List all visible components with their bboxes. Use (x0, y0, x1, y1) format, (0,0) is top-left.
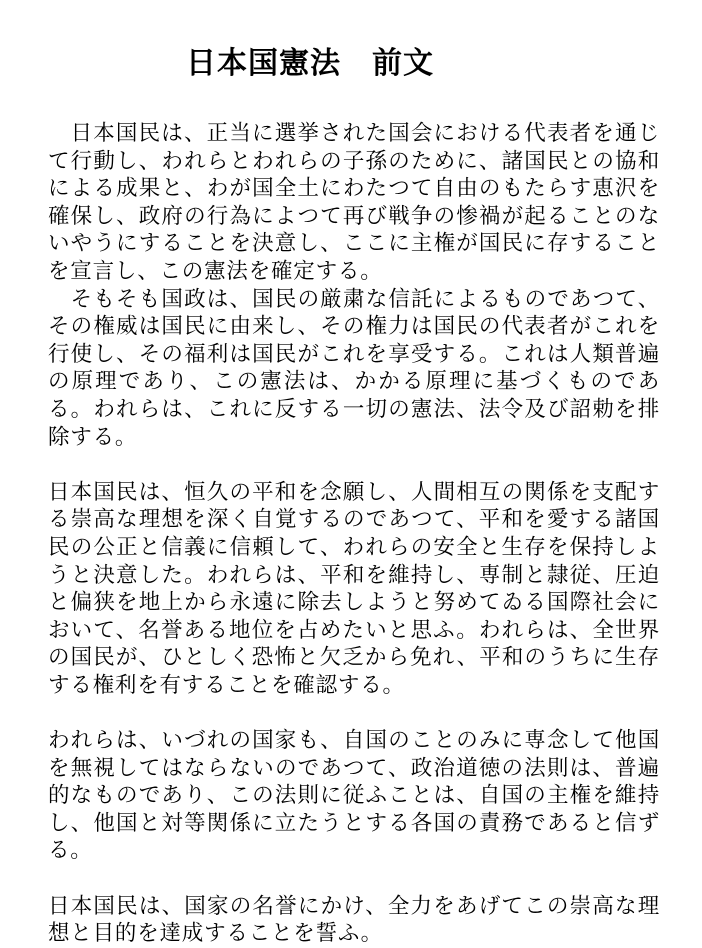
paragraph-spacer (48, 865, 660, 893)
preamble-paragraph-5: 日本国民は、国家の名誉にかけ、全力をあげてこの崇高な理想と目的を達成することを誓ふ。 (48, 893, 660, 947)
page-title: 日本国憲法 前文 (186, 46, 434, 81)
paragraph-spacer (48, 451, 660, 479)
preamble-paragraph-4: われらは、いづれの国家も、自国のことのみに専念して他国を無視してはならないのであつて、政治道徳の法則は、普遍的なものであり、この法則に従ふことは、自国の主権を維持し、他国と対等関係に立たうとする各国の責務であると信ずる。 (48, 728, 660, 864)
preamble-paragraph-1: 日本国民は、正当に選挙された国会における代表者を通じて行動し、われらとわれらの子孫のために、諸国民との協和による成果と、わが国全土にわたつて自由のもたらす恵沢を確保し、政府の行為によつて再び戦争の惨禍が起ることのないやうにすることを決意し、ここに主権が国民に存することを宣言し、この憲法を確定する。 (48, 121, 660, 284)
preamble-body (48, 120, 660, 948)
preamble-paragraph-3: 日本国民は、恒久の平和を念願し、人間相互の関係を支配する崇高な理想を深く自覚するのであつて、平和を愛する諸国民の公正と信義に信頼して、われらの安全と生存を保持しようと決意した。われらは、平和を維持し、専制と隷従、圧迫と偏狭を地上から永遠に除去しようと努めてゐる国際社会において、名誉ある地位を占めたいと思ふ。われらは、全世界の国民が、ひとしく恐怖と欠乏から免れ、平和のうちに生存する権利を有することを確認する。 (48, 479, 660, 698)
preamble-paragraph-2: そもそも国政は、国民の厳粛な信託によるものであつて、その権威は国民に由来し、その権力は国民の代表者がこれを行使し、その福利は国民がこれを享受する。これは人類普遍の原理であり、この憲法は、かかる原理に基づくものである。われらは、これに反する一切の憲法、法令及び詔勅を排除する。 (48, 286, 660, 450)
paragraph-spacer (48, 699, 660, 727)
